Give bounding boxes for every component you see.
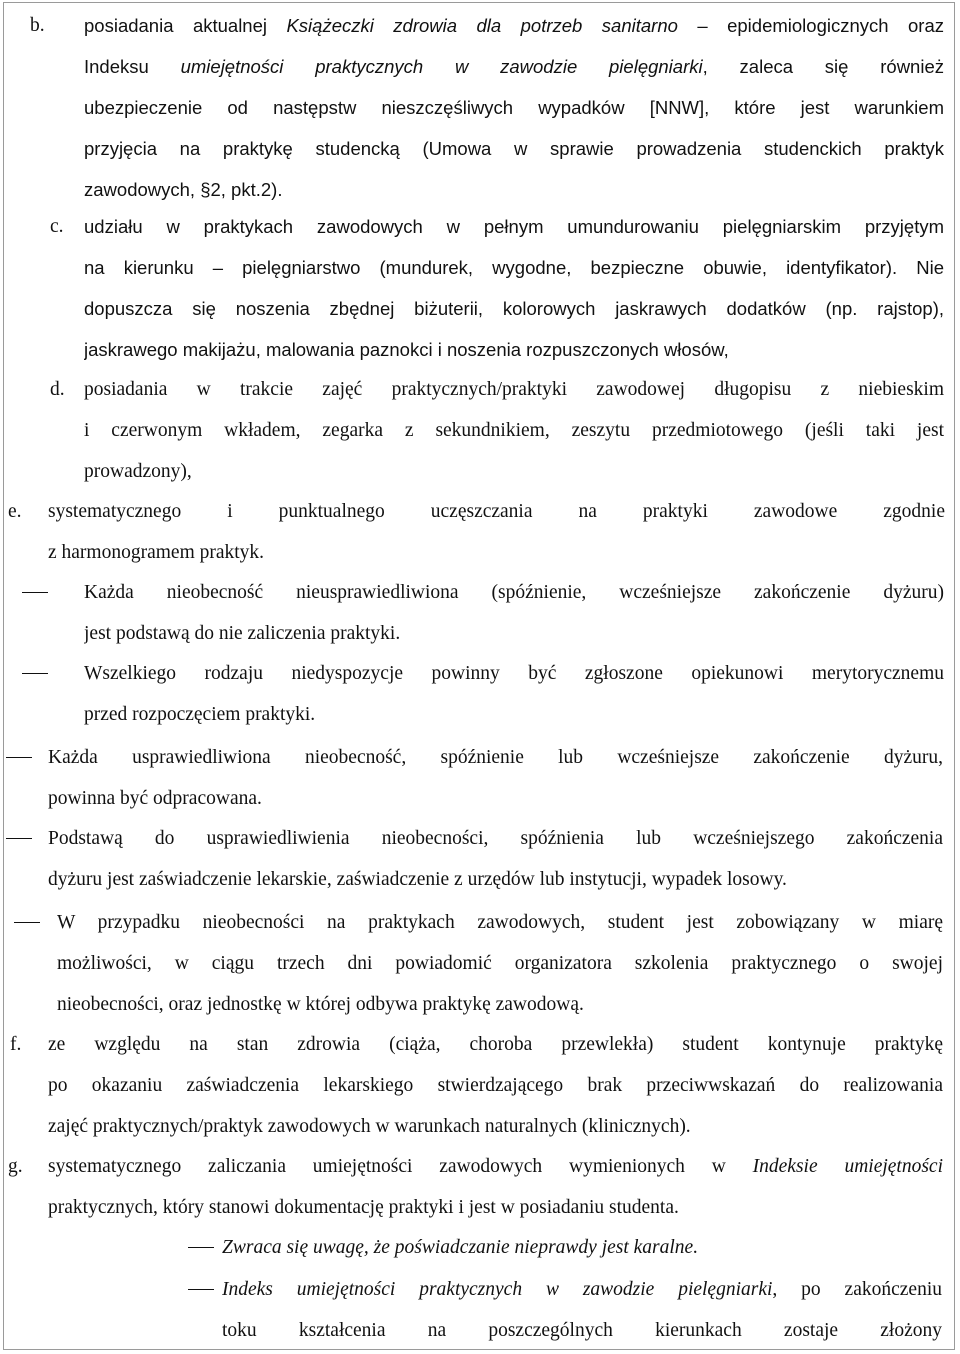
list-marker: g. [8, 1156, 23, 1177]
list-item-e2 [4, 653, 954, 735]
text-line [84, 87, 944, 128]
list-marker: d. [50, 379, 65, 400]
text-run: po okazaniu zaświadczenia lekarskiego stwierdzającego brak przeciwwskazań do realizowania [48, 1075, 943, 1096]
text-run: dyżuru jest zaświadczenie lekarskie, zaświadczenie z urzędów lub instytucji, wypadek losowy. [48, 869, 787, 890]
list-item-b [4, 5, 954, 210]
text-line [48, 491, 945, 532]
text-line [48, 1106, 943, 1147]
paragraph-text [48, 1146, 943, 1228]
list-item-d [4, 369, 954, 492]
list-item-n1 [4, 737, 954, 819]
paragraph-text [48, 491, 945, 573]
text-run: przyjęcia na praktykę studencką (Umowa w sprawie prowadzenia studenckich praktyk [84, 138, 944, 159]
text-run: jaskrawego makijażu, malowania paznokci i noszenia rozpuszczonych włosów, [84, 339, 729, 360]
text-line [84, 369, 944, 410]
list-item-e1 [4, 572, 954, 654]
list-item-c [4, 206, 954, 370]
text-line [84, 5, 944, 46]
text-line [57, 943, 943, 984]
paragraph-text [222, 1269, 942, 1351]
paragraph-text [222, 1227, 942, 1268]
text-line [84, 288, 944, 329]
text-run: Każda nieobecność nieusprawiedliwiona (spóźnienie, wcześniejsze zakończenie dyżuru) [84, 582, 944, 603]
text-run: nieobecności, oraz jednostkę w której odbywa praktykę zawodową. [57, 994, 584, 1015]
list-item-n3 [4, 902, 954, 1025]
text-line [57, 902, 943, 943]
text-run: posiadania aktualnej [84, 15, 287, 36]
paragraph-text [48, 737, 943, 819]
paragraph-text [84, 572, 944, 654]
text-run: praktycznych, który stanowi dokumentację praktyki i jest w posiadaniu studenta. [48, 1197, 679, 1218]
text-line [222, 1227, 942, 1268]
text-line [84, 128, 944, 169]
text-run: , zaleca się również [702, 56, 944, 77]
document-page [3, 2, 955, 1350]
text-run: prowadzony), [84, 461, 192, 482]
text-run: Książeczki zdrowia dla potrzeb sanitarno [286, 15, 678, 36]
text-run: jest podstawą do nie zaliczenia praktyki. [84, 623, 401, 644]
text-run: na kierunku – pielęgniarstwo (mundurek, wygodne, bezpieczne obuwie, identyfikator). Nie [84, 257, 944, 278]
text-run: Zwraca się uwagę, że poświadczanie nieprawdy jest karalne. [222, 1237, 699, 1258]
text-run: zajęć praktycznych/praktyk zawodowych w warunkach naturalnych (klinicznych). [48, 1116, 691, 1137]
text-run: dopuszcza się noszenia zbędnej biżuterii, kolorowych jaskrawych dodatków (np. rajstop), [84, 298, 944, 319]
text-run: ze względu na stan zdrowia (ciąża, choroba przewlekła) student kontynuje praktykę [48, 1034, 943, 1055]
text-line [84, 572, 944, 613]
text-run: przed rozpoczęciem praktyki. [84, 704, 316, 725]
text-line [84, 694, 944, 735]
text-line [222, 1269, 942, 1310]
list-item-g [4, 1146, 954, 1228]
dash-bullet-icon [6, 757, 32, 758]
text-line [84, 206, 944, 247]
paragraph-text [57, 902, 943, 1025]
text-run: – epidemiologicznych oraz [677, 15, 944, 36]
list-marker: f. [10, 1034, 22, 1055]
text-line [84, 329, 944, 370]
dash-bullet-icon [14, 922, 40, 923]
text-line [84, 451, 944, 492]
text-run: Indeksu [84, 56, 181, 77]
dash-bullet-icon [188, 1289, 214, 1290]
text-run: udziału w praktykach zawodowych w pełnym umundurowaniu pielęgniarskim przyjętym [84, 216, 944, 237]
text-run: systematycznego zaliczania umiejętności zawodowych wymienionych w [48, 1156, 753, 1177]
text-line [48, 532, 945, 573]
text-run: powinna być odpracowana. [48, 788, 262, 809]
text-line [84, 613, 944, 654]
text-run: Każda usprawiedliwiona nieobecność, spóźnienie lub wcześniejsze zakończenie dyżuru, [48, 747, 943, 768]
text-run: z harmonogramem praktyk. [48, 542, 265, 563]
text-line [222, 1310, 942, 1351]
text-run: toku kształcenia na poszczególnych kierunkach zostaje złożony [222, 1320, 942, 1341]
paragraph-text [84, 369, 944, 492]
text-run: i czerwonym wkładem, zegarka z sekundnikiem, zeszytu przedmiotowego (jeśli taki jest [84, 420, 944, 441]
paragraph-text [84, 206, 944, 370]
text-run: , po zakończeniu [772, 1279, 942, 1300]
text-run: Indeksie umiejętności [752, 1156, 943, 1177]
text-line [48, 859, 943, 900]
list-marker: c. [50, 216, 64, 237]
text-run: zawodowych, §2, pkt.2). [84, 179, 283, 200]
paragraph-text [48, 818, 943, 900]
text-line [84, 169, 944, 210]
text-run: systematycznego i punktualnego uczęszczania na praktyki zawodowe zgodnie [48, 501, 945, 522]
text-run: Indeks umiejętności praktycznych w zawodzie pielęgniarki [222, 1279, 773, 1300]
text-line [48, 1146, 943, 1187]
text-line [48, 737, 943, 778]
text-run: możliwości, w ciągu trzech dni powiadomić organizatora szkolenia praktycznego o swojej [57, 953, 943, 974]
text-line [48, 1187, 943, 1228]
text-line [57, 984, 943, 1025]
text-line [84, 247, 944, 288]
text-run: umiejętności praktycznych w zawodzie pielęgniarki [180, 56, 703, 77]
text-run: Wszelkiego rodzaju niedyspozycje powinny być zgłoszone opiekunowi merytorycznemu [84, 663, 944, 684]
text-line [48, 1065, 943, 1106]
text-line [84, 46, 944, 87]
dash-bullet-icon [6, 838, 32, 839]
text-line [48, 778, 943, 819]
text-line [48, 1024, 943, 1065]
list-item-n2 [4, 818, 954, 900]
dash-bullet-icon [188, 1247, 214, 1248]
dash-bullet-icon [22, 592, 48, 593]
text-line [84, 410, 944, 451]
text-run: posiadania w trakcie zajęć praktycznych/praktyki zawodowej długopisu z niebieskim [84, 379, 944, 400]
text-run: W przypadku nieobecności na praktykach zawodowych, student jest zobowiązany w miarę [57, 912, 943, 933]
list-item-f [4, 1024, 954, 1147]
list-item-g1 [4, 1227, 954, 1268]
list-marker: e. [8, 501, 22, 522]
list-item-g2 [4, 1269, 954, 1351]
text-line [84, 653, 944, 694]
paragraph-text [84, 5, 944, 210]
text-line [48, 818, 943, 859]
text-run: ubezpieczenie od następstw nieszczęśliwych wypadków [NNW], które jest warunkiem [84, 97, 944, 118]
list-marker: b. [30, 15, 45, 36]
dash-bullet-icon [22, 673, 48, 674]
paragraph-text [48, 1024, 943, 1147]
list-item-e [4, 491, 954, 573]
text-run: Podstawą do usprawiedliwienia nieobecności, spóźnienia lub wcześniejszego zakończenia [48, 828, 943, 849]
paragraph-text [84, 653, 944, 735]
